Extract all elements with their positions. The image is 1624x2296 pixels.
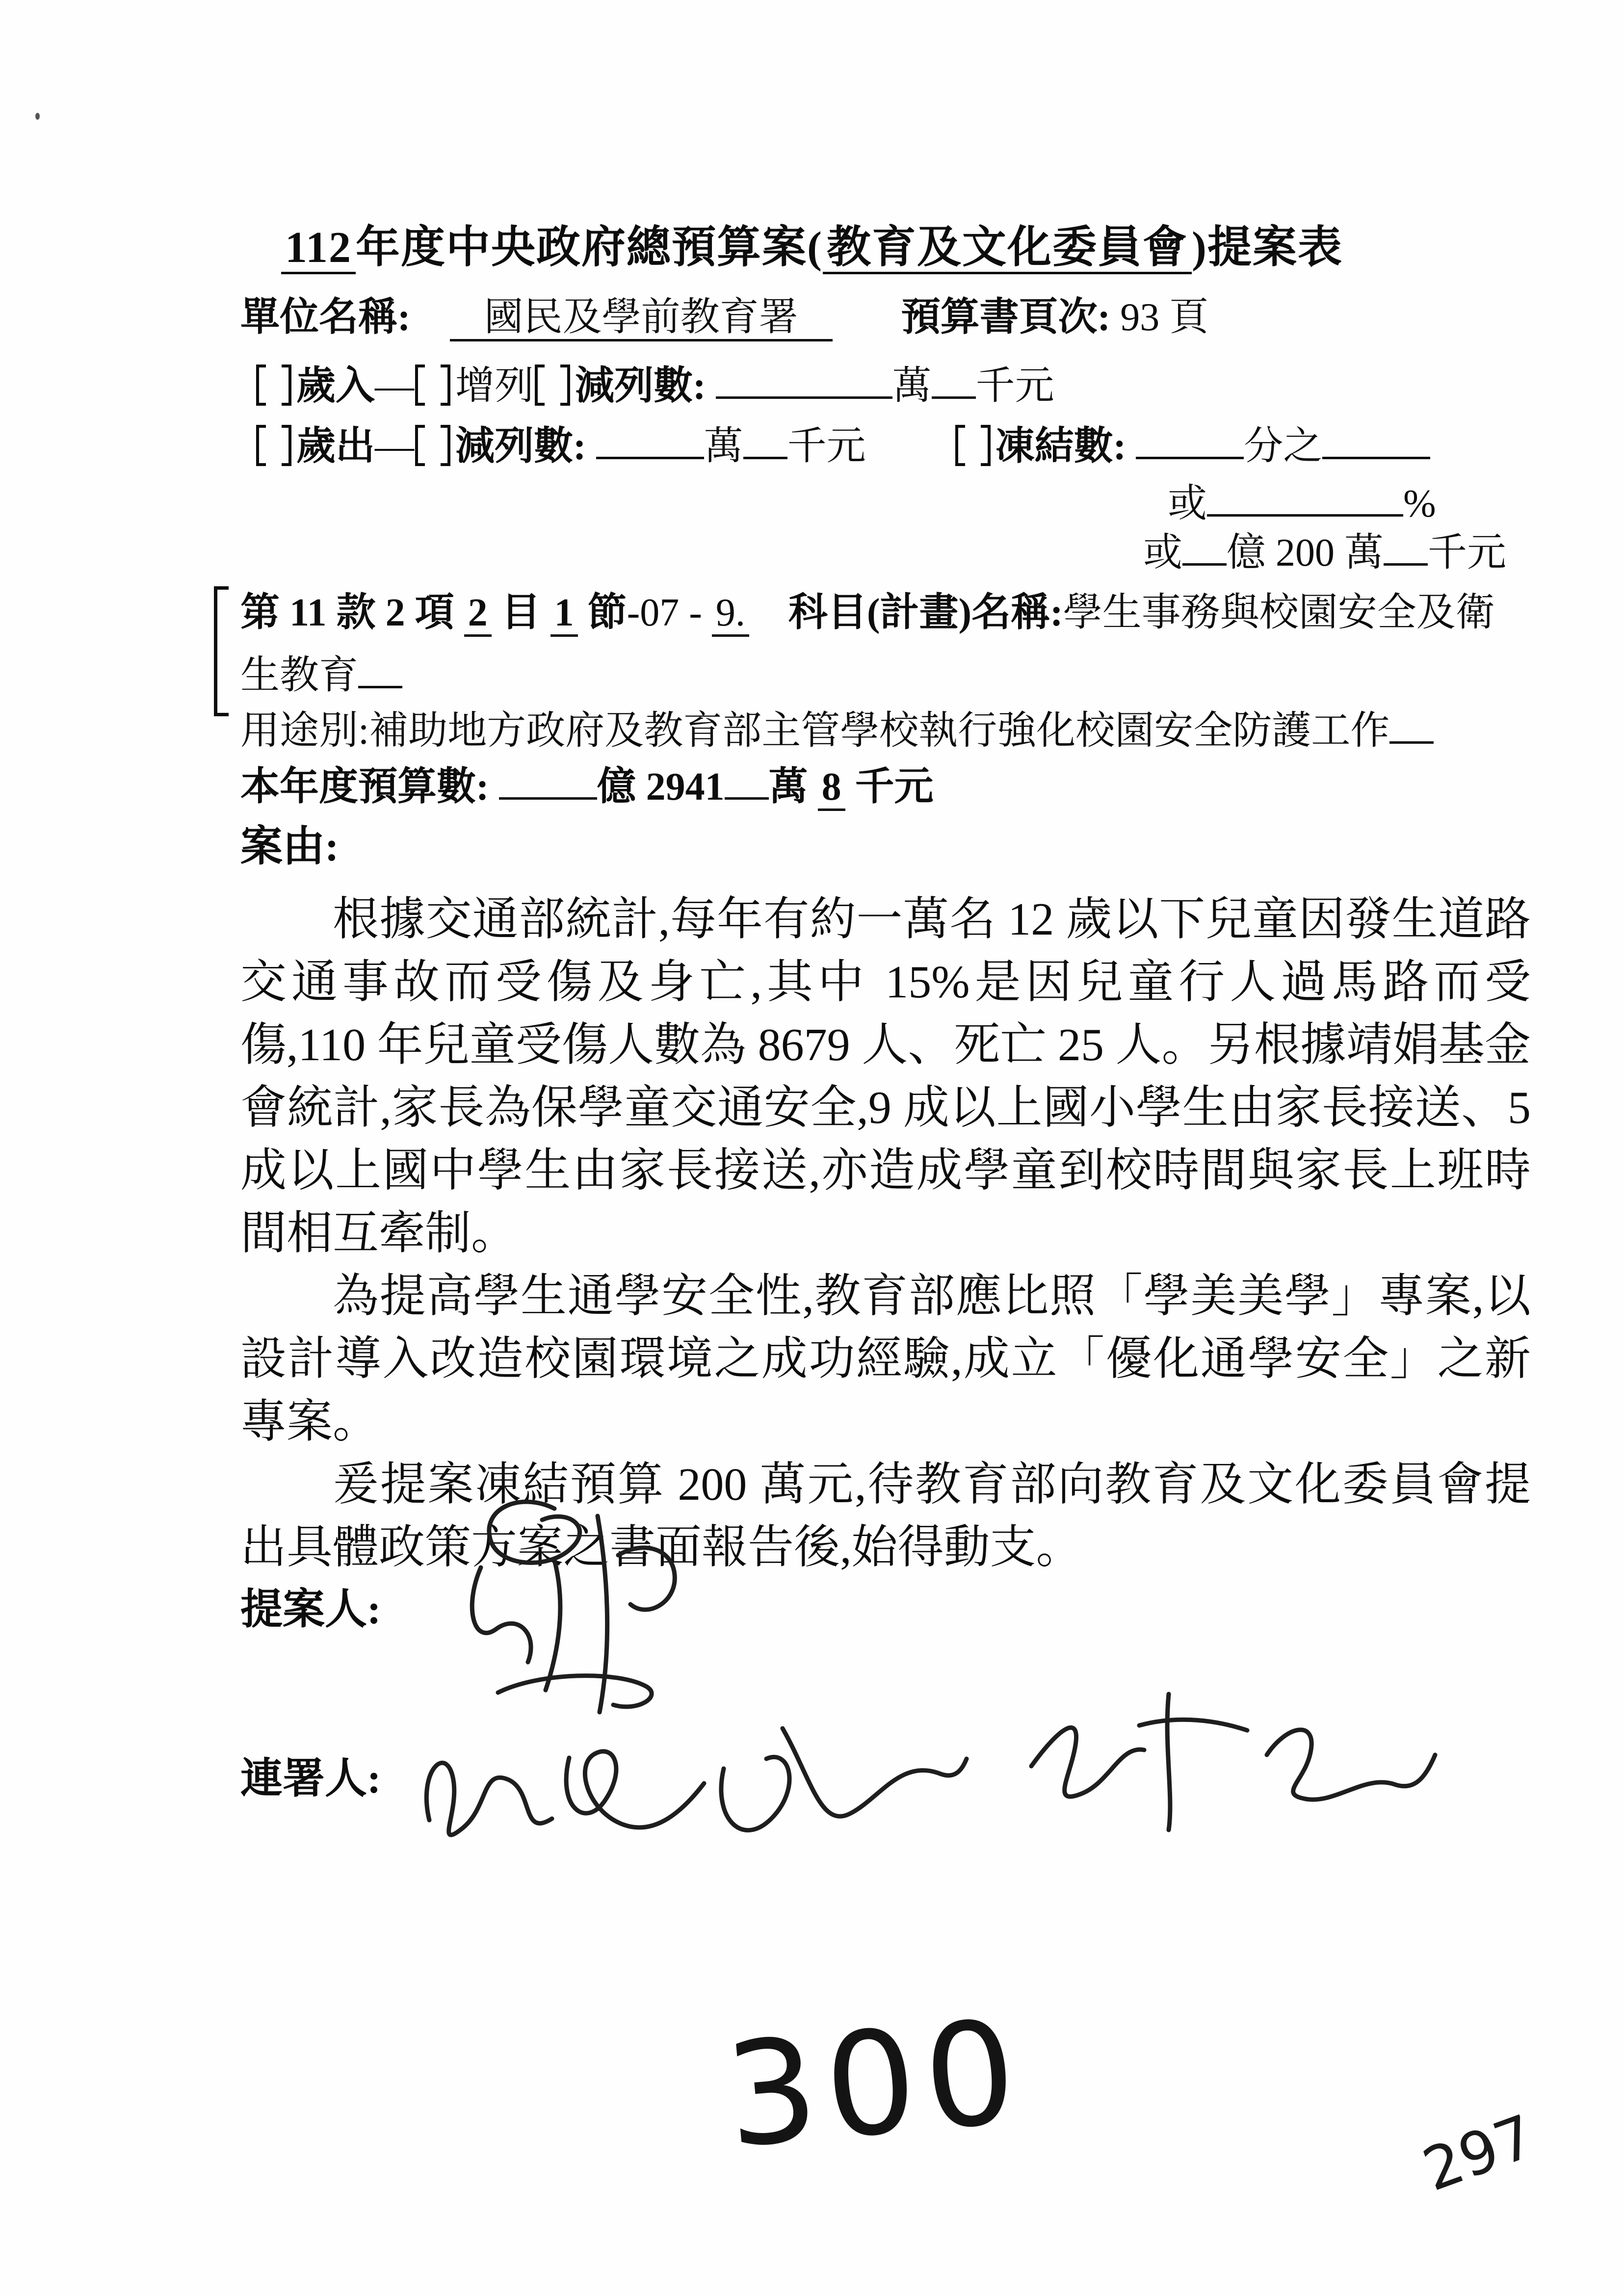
section-code-tail: 9. <box>712 591 749 637</box>
blank-freeze-numerator <box>1136 426 1244 459</box>
section-mu-no: 2 <box>464 591 492 637</box>
or-percent-prefix: 或 <box>1168 482 1207 525</box>
blank-percent <box>1207 483 1403 517</box>
unit-name-value: 國民及學前教育署 <box>450 296 833 341</box>
or-percent-suffix: % <box>1403 482 1436 525</box>
cosigner-label: 連署人: <box>240 1755 381 1802</box>
revenue-label: 歲入 <box>296 365 375 408</box>
expense-wan: 萬 <box>704 425 743 468</box>
budget-wan: 萬 <box>768 765 808 809</box>
freeze-label: 凍結數: <box>995 425 1126 468</box>
budget-book-page-label: 預算書頁次: <box>901 296 1111 339</box>
or-amount-value: 200 <box>1276 531 1335 574</box>
budget-qian-value: 8 <box>818 765 845 811</box>
signature-cosigner-2 <box>991 1666 1447 1857</box>
blank-subject-tail <box>358 655 402 688</box>
case-paragraph-3: 爰提案凍結預算 200 萬元,待教育部向教育及文化委員會提出具體政策方案之書面報告後,始得動支。 <box>240 1459 1531 1573</box>
revenue-cut-label: 減列數: <box>575 365 706 408</box>
budget-label: 本年度預算數: <box>240 765 489 809</box>
revenue-dash: — <box>375 365 414 408</box>
checkbox-expense-cut <box>415 425 450 466</box>
handwritten-page-number-corner: 297 <box>1414 2102 1544 2205</box>
unit-line <box>240 292 1208 343</box>
scan-artifact-dot <box>35 113 40 120</box>
expense-qianyuan: 千元 <box>787 425 866 468</box>
section-mu: 目 <box>501 591 541 634</box>
revenue-line <box>255 361 1054 412</box>
proposer-label: 提案人: <box>240 1586 381 1633</box>
budget-qianyuan: 千元 <box>855 765 934 809</box>
blank-revenue-qian <box>932 365 976 399</box>
checkbox-expense <box>256 425 291 466</box>
title-committee: 教育及文化委員會 <box>823 223 1192 274</box>
section-xiang: 項 <box>415 591 454 634</box>
checkbox-revenue-cut <box>535 365 570 406</box>
checkbox-freeze <box>955 425 991 466</box>
purpose-line <box>240 705 1434 757</box>
or-amount-wan: 萬 <box>1344 531 1384 574</box>
section-code: -07 - <box>627 591 702 634</box>
budget-book-page-unit: 頁 <box>1169 296 1209 339</box>
expense-line <box>255 421 1430 472</box>
case-paragraph-2: 為提高學生通學安全性,教育部應比照「學美美學」專案,以設計導入改造校園環境之成功經驗,成立「優化通學安全」之新專案。 <box>240 1271 1531 1447</box>
section-jie-no: 1 <box>550 591 578 637</box>
budget-wan-value: 2941 <box>646 765 725 809</box>
or-amount-yi: 億 <box>1227 531 1266 574</box>
title-mid: 年度中央政府總預算案( <box>356 223 823 272</box>
unit-name-label: 單位名稱: <box>240 296 411 339</box>
document-title <box>0 211 1624 275</box>
subject-value: 學生事務與校園安全及衛生教育 <box>240 591 1495 697</box>
subject-label: 科目(計畫)名稱: <box>788 591 1063 634</box>
case-header: 案由: <box>240 823 339 870</box>
section-subject-block <box>240 581 1526 707</box>
freeze-fenzhi: 分之 <box>1244 425 1323 468</box>
section-xiang-no: 2 <box>385 591 405 634</box>
revenue-add-label: 增列 <box>455 365 534 408</box>
section-di: 第 <box>240 591 280 634</box>
blank-amount-yi <box>1182 532 1227 566</box>
budget-line <box>240 761 934 812</box>
checkbox-revenue <box>256 365 291 406</box>
or-percent-line <box>1168 478 1436 529</box>
expense-cut-label: 減列數: <box>455 425 586 468</box>
blank-expense-wan <box>596 426 704 459</box>
expense-label: 歲出 <box>296 425 375 468</box>
purpose-value: 補助地方政府及教育部主管學校執行強化校園安全防護工作 <box>369 709 1390 753</box>
case-description <box>240 888 1531 1579</box>
blank-freeze-denominator <box>1322 426 1430 459</box>
section-brace <box>214 586 229 716</box>
or-amount-qianyuan: 千元 <box>1428 531 1506 574</box>
budget-yi: 億 <box>597 765 636 809</box>
or-amount-prefix: 或 <box>1143 531 1182 574</box>
or-amount-line <box>1143 527 1506 578</box>
title-year: 112 <box>281 223 356 274</box>
blank-amount-qian <box>1384 532 1428 566</box>
budget-book-page-value: 93 <box>1120 296 1160 339</box>
blank-budget-wan <box>725 766 769 800</box>
title-tail: )提案表 <box>1192 223 1343 272</box>
blank-purpose-tail <box>1389 710 1434 744</box>
handwritten-page-number-center: 300 <box>719 1989 1031 2180</box>
blank-budget-yi <box>499 766 597 800</box>
checkbox-revenue-add <box>415 365 450 406</box>
signature-cosigner-1 <box>407 1700 976 1881</box>
revenue-wan: 萬 <box>892 365 932 408</box>
purpose-label: 用途別: <box>240 709 369 753</box>
section-kuan-no: 11 <box>289 591 327 634</box>
expense-dash: — <box>375 425 414 468</box>
blank-revenue-wan <box>716 365 892 399</box>
blank-expense-qian <box>743 426 787 459</box>
section-kuan: 款 <box>336 591 376 634</box>
section-jie: 節 <box>587 591 627 634</box>
revenue-qianyuan: 千元 <box>975 365 1054 408</box>
case-paragraph-1: 根據交通部統計,每年有約一萬名 12 歲以下兒童因發生道路交通事故而受傷及身亡,其中 15%是因兒童行人過馬路而受傷,110 年兒童受傷人數為 8679 人、死亡 25 人。另根據靖娟基金會統計,家長為保學童交通安全,9 成以上國小學生由家長接送、5 成以上國中學生由家長接送,亦造成學童到校時間與家長上班時間相互牽制。 <box>240 894 1531 1259</box>
